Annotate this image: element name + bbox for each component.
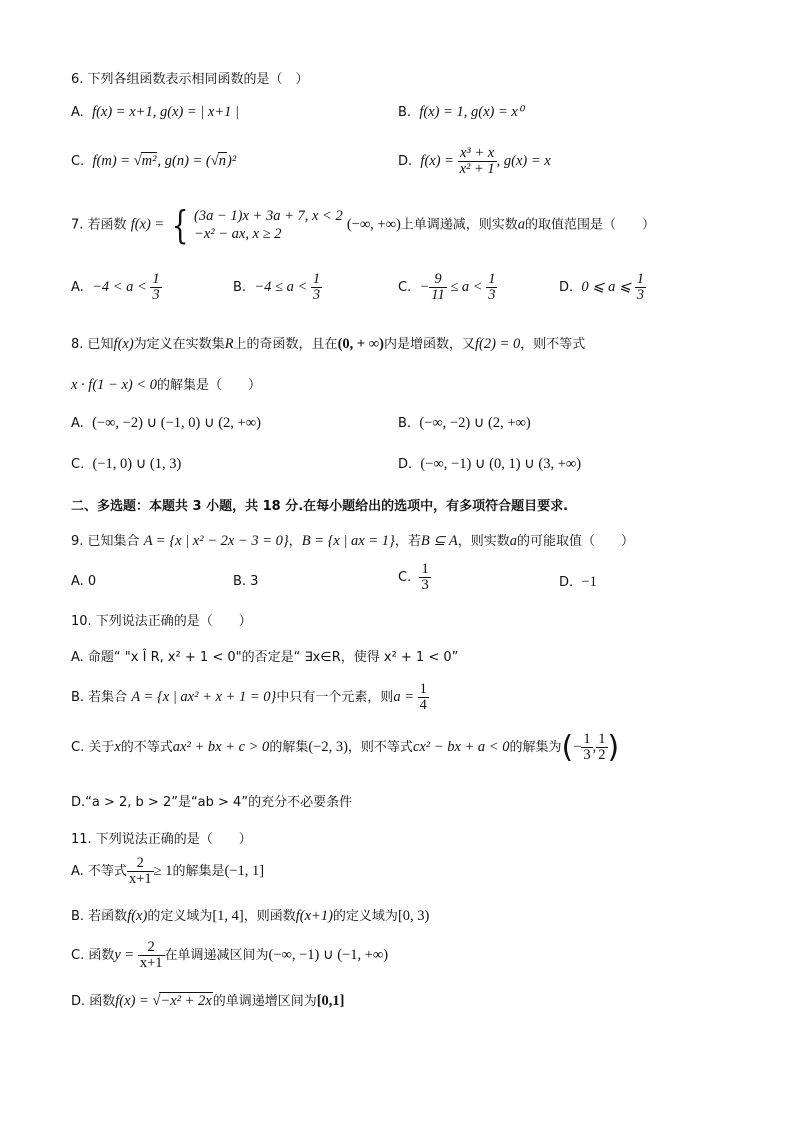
q9-option-b: B. 3 bbox=[233, 574, 259, 589]
q8-stem-line2: x · f(1 − x) < 0的解集是（ ） bbox=[71, 377, 262, 393]
q10-option-a: A. 命题“ "x Î R, x² + 1 < 0"的否定是“ ∃x∈R，使得 x² + 1 < 0” bbox=[71, 650, 459, 665]
q11-option-d: D. 函数f(x) = √−x² + 2x的单调递增区间为[0,1] bbox=[71, 993, 345, 1009]
q11-option-a: A. 不等式 $\frac{2}{x+1}$ ≥ 1的解集是(−1, 1] bbox=[71, 855, 265, 887]
q7-option-d: D. 0 ⩽ a ⩽ $\frac{1}{3}$ bbox=[559, 271, 644, 303]
q9-option-a: A. 0 bbox=[71, 574, 97, 589]
q6-option-a: A. f(x) = x+1, g(x) = | x+1 | bbox=[71, 104, 240, 120]
q6-option-b: B. f(x) = 1, g(x) = x⁰ bbox=[398, 104, 524, 120]
q6-c-radicand-2: n bbox=[218, 153, 226, 169]
q6-stem: 6. 下列各组函数表示相同函数的是（ ） bbox=[71, 72, 309, 87]
q6-c-radicand-1: m² bbox=[141, 153, 157, 169]
q6-option-c: C. f(m) = √m², g(n) = (√n)² bbox=[71, 153, 237, 169]
q7-option-c: C. − $\frac{9}{11}$ ≤ a < $\frac{1}{3}$ bbox=[398, 271, 496, 303]
q8-option-d: D. (−∞, −1) ∪ (0, 1) ∪ (3, +∞) bbox=[398, 456, 582, 472]
q11-stem: 11. 下列说法正确的是（ ） bbox=[71, 832, 252, 847]
q9-option-c: C. $\frac{1}{3}$ bbox=[398, 561, 429, 593]
q7-piecewise: { (3a − 1)x + 3a + 7, x < 2 −x² − ax, x ≥ 2 bbox=[171, 203, 343, 247]
q8-option-a: A. (−∞, −2) ∪ (−1, 0) ∪ (2, +∞) bbox=[71, 415, 261, 431]
q8-stem-line1: 8. 已知f(x)为定义在实数集R上的奇函数，且在(0, + ∞)内是增函数，又f(2) = 0，则不等式 bbox=[71, 336, 586, 352]
q10-stem: 10. 下列说法正确的是（ ） bbox=[71, 614, 252, 629]
q7-option-b: B. −4 ≤ a < $\frac{1}{3}$ bbox=[233, 271, 321, 303]
q7-stem: 7. 若函数 f(x) = { (3a − 1)x + 3a + 7, x < 2 −x² − ax, x ≥ 2 (−∞, +∞)上单调递减，则实数a的取值范围是（ ） bbox=[71, 203, 656, 247]
q6-option-d: D. f(x) = $\frac{\text{x³ + x}}{\text{x² + 1}}$ , g(x) = x bbox=[398, 145, 551, 177]
q8-option-c: C. (−1, 0) ∪ (1, 3) bbox=[71, 456, 182, 472]
q6-d-fraction: $\frac{\text{x³ + x}}{\text{x² + 1}}$ bbox=[459, 145, 495, 177]
q9-option-d: D. −1 bbox=[559, 574, 597, 590]
q7-option-a: A. −4 < a < $\frac{1}{3}$ bbox=[71, 271, 160, 303]
q11-d-radicand: −x² + 2x bbox=[160, 993, 212, 1009]
q10-option-d: D.“a > 2, b > 2”是“ab > 4”的充分不必要条件 bbox=[71, 795, 353, 810]
q9-stem: 9. 已知集合 A = {x | x² − 2x − 3 = 0}，B = {x | ax = 1}，若B ⊆ A，则实数a的可能取值（ ） bbox=[71, 533, 634, 549]
section-2-title: 二、多选题：本题共 3 小题，共 18 分.在每小题给出的选项中，有多项符合题目要求. bbox=[71, 499, 569, 514]
q8-option-b: B. (−∞, −2) ∪ (2, +∞) bbox=[398, 415, 531, 431]
q10-option-c: C. 关于x的不等式ax² + bx + c > 0的解集(−2, 3)，则不等式cx² − bx + a < 0的解集为(− $\frac{1}{3}$ , $\frac{1}{2}$ ) bbox=[71, 730, 620, 765]
q10-option-b: B. 若集合 A = {x | ax² + x + 1 = 0}中只有一个元素，则a = $\frac{1}{4}$ bbox=[71, 681, 427, 713]
q11-option-b: B. 若函数f(x)的定义域为[1, 4]，则函数f(x+1)的定义域为[0, 3) bbox=[71, 908, 430, 924]
q11-option-c: C. 函数y = $\frac{2}{x+1}$ 在单调递减区间为(−∞, −1) ∪ (−1, +∞) bbox=[71, 939, 389, 971]
